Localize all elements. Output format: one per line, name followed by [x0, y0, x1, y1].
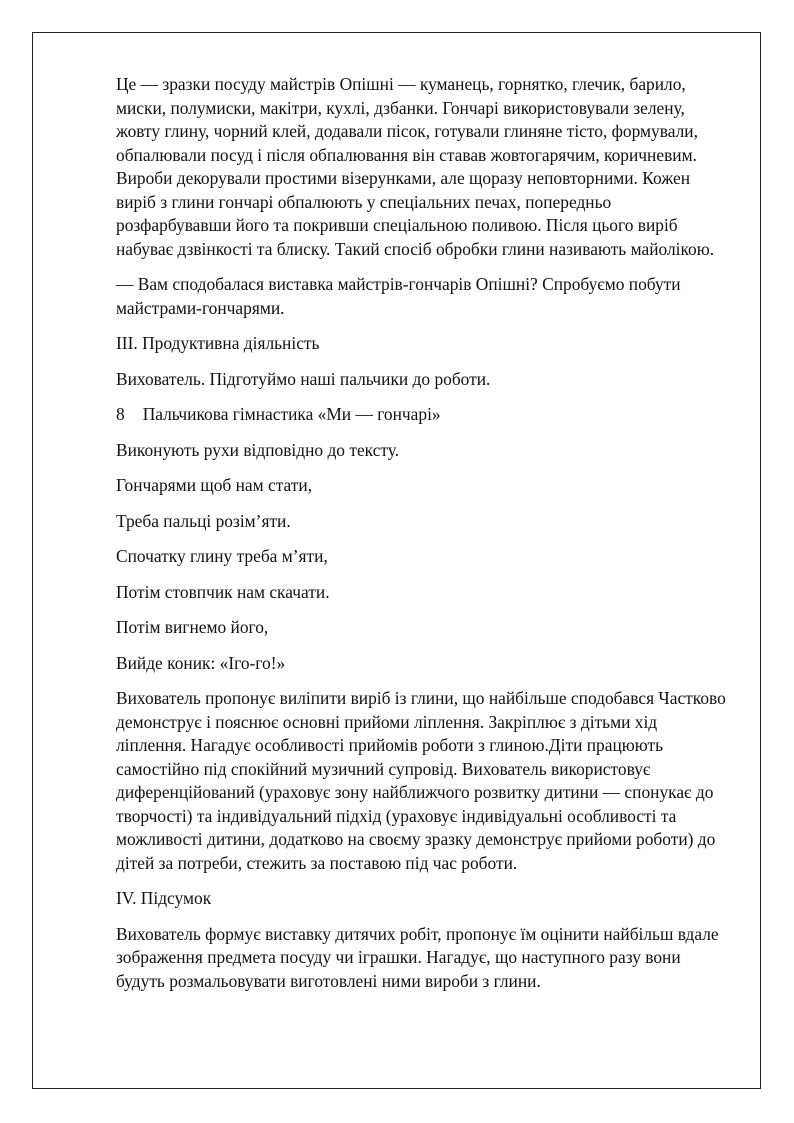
- poem-line: Треба пальці розім’яти.: [116, 510, 291, 531]
- gymnastics-title: Пальчикова гімнастика «Ми — гончарі»: [142, 404, 441, 424]
- poem-line: Спочатку глину треба м’яти,: [116, 546, 328, 566]
- gymnastics-heading: [116, 403, 728, 427]
- poem-line: Потім вигнемо його,: [116, 617, 269, 637]
- section-heading-summary: ІV. Підсумок: [116, 888, 212, 908]
- intro-paragraph: Це — зразки посуду майстрів Опішні — куманець, горнятко, глечик, барило, миски, полумиски, макітри, кухлі, дзбанки. Гончарі використовували зелену, жовту глину, чорний клей, додавали пісок, готували глиняне тісто, формували, обпалювали посуд і після обпалювання він ставав жовтогарячим, коричневим. Вироби декорували простими візерунками, але щоразу неповторними. Кожен виріб з глини гончарі обпалюють у спеціальних печах, попередньо розфарбувавши його та покривши спеціальною поливою. Після цього виріб набуває дзвінкості та блиску. Такий спосіб обробки глини називають майолікою.: [116, 74, 715, 259]
- poem-line: Потім стовпчик нам скачати.: [116, 581, 330, 602]
- document-body: [116, 73, 728, 1005]
- teacher-line: Вихователь. Підготуймо наші пальчики до роботи.: [116, 368, 491, 389]
- activity-paragraph: Вихователь пропонує виліпити виріб із глини, що найбільше сподобався Частково демонструє і пояснює основні прийоми ліплення. Закріплює з дітьми хід ліплення. Нагадує особливості прийомів роботи з глиною.Діти працюють самостійно під спокійний музичний супровід. Вихователь використовує диференційований (ураховує зону найближчого розвитку дитини — спонукає до творчості) та індивідуальний підхід (ураховує індивідуальні особливості та можливості дитини, додатково на своєму зразку демонструє прийоми роботи) до дітей за потреби, стежить за поставою під час роботи.: [116, 688, 726, 873]
- instruction-line: Виконують рухи відповідно до тексту.: [116, 439, 400, 460]
- poem-line: Вийде коник: «Іго-го!»: [116, 652, 286, 673]
- summary-paragraph: Вихователь формує виставку дитячих робіт, пропонує їм оцінити найбільш вдале зображення предмета посуду чи іграшки. Нагадує, що наступного разу вони будуть розмальовувати виготовлені ними вироби з глини.: [116, 923, 719, 991]
- poem-line: Гончарями щоб нам стати,: [116, 475, 313, 495]
- question-paragraph: — Вам сподобалася виставка майстрів-гончарів Опішні? Спробуємо побути майстрами-гончарями.: [116, 274, 681, 318]
- gymnastics-number: 8: [116, 404, 125, 424]
- section-heading-productive: ІІІ. Продуктивна діяльність: [116, 333, 320, 353]
